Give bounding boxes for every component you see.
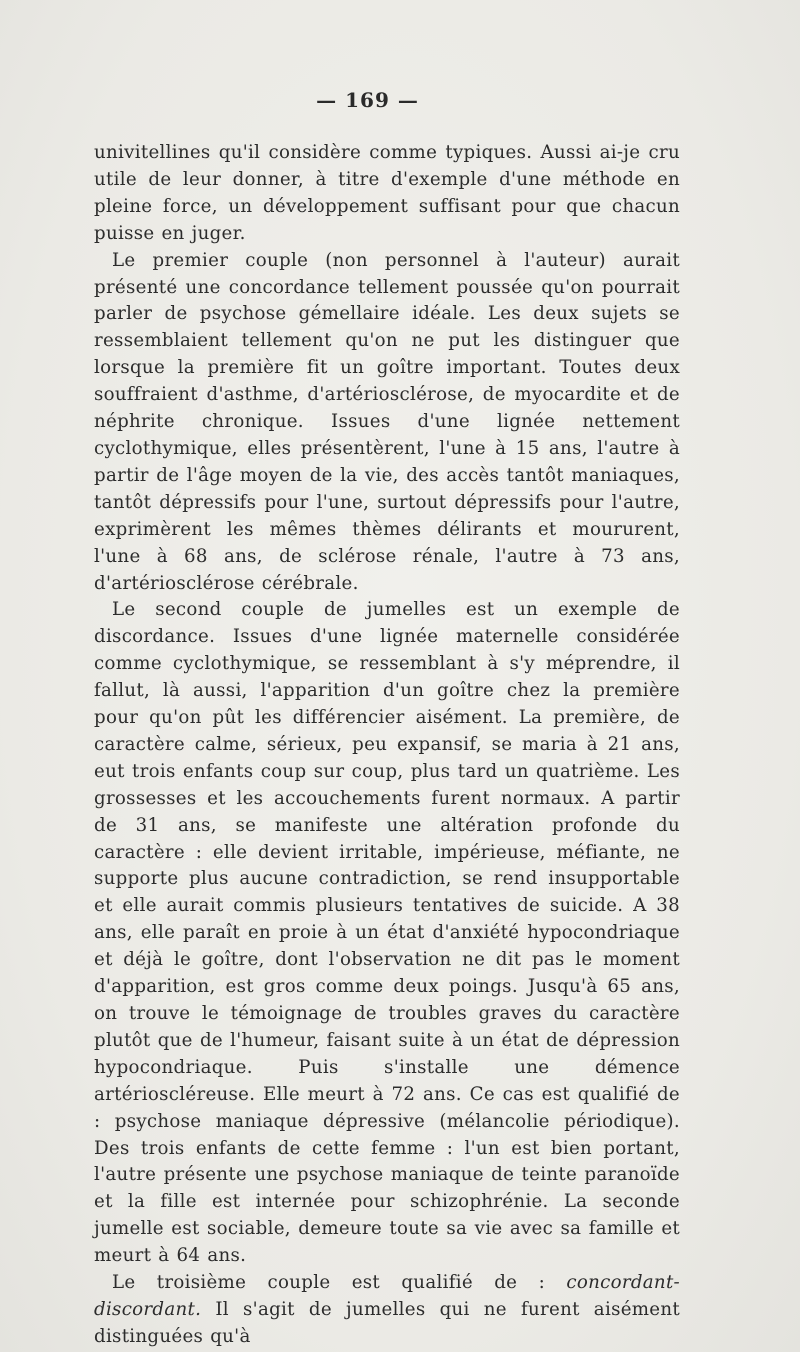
paragraph-2: Le premier couple (non personnel à l'auteur) aurait présenté une concordance tellement poussée qu'on pourrait parler de psychose gémellaire idéale. Les deux sujets se ressemblaient tellement qu'on ne put les distinguer que lorsque la première fit un goître important. Toutes deux souffraient d'asthme, d'artériosclérose, de myocardite et de néphrite chronique. Issues d'une lignée nettement cyclothymique, elles présentèrent, l'une à 15 ans, l'autre à partir de l'âge moyen de la vie, des accès tantôt maniaques, tantôt dépressifs pour l'une, surtout dépressifs pour l'autre, exprimèrent les mêmes thèmes délirants et moururent, l'une à 68 ans, de sclérose rénale, l'autre à 73 ans, d'artériosclérose cérébrale. <box>94 249 680 594</box>
body-text <box>94 140 680 1351</box>
paragraph-4-lead: Le troisième couple est qualifié de : <box>112 1272 567 1294</box>
paragraph-4 <box>94 1270 680 1351</box>
paragraph-4-tail: Il s'agit de jumelles qui ne furent aisément distinguées qu'à <box>94 1298 680 1347</box>
paragraph-1: univitellines qu'il considère comme typiques. Aussi ai-je cru utile de leur donner, à titre d'exemple d'une méthode en pleine force, un développement suffisant pour que chacun puisse en juger. <box>94 142 680 244</box>
paragraph-3: Le second couple de jumelles est un exemple de discordance. Issues d'une lignée maternelle considérée comme cyclothymique, se ressemblant à s'y méprendre, il fallut, là aussi, l'apparition d'un goître chez la première pour qu'on pût les différencier aisément. La première, de caractère calme, sérieux, peu expansif, se maria à 21 ans, eut trois enfants coup sur coup, plus tard un quatrième. Les grossesses et les accouchements furent normaux. A partir de 31 ans, se manifeste une altération profonde du caractère : elle devient irritable, impérieuse, méfiante, ne supporte plus aucune contradiction, se rend insupportable et elle aurait commis plusieurs tentatives de suicide. A 38 ans, elle paraît en proie à un état d'anxiété hypocondriaque et déjà le goître, dont l'observation ne dit pas le moment d'apparition, est gros comme deux poings. Jusqu'à 65 ans, on trouve le témoignage de troubles graves du caractère plutôt que de l'humeur, faisant suite à un état de dépression hypocondriaque. Puis s'installe une démence artérioscléreuse. Elle meurt à 72 ans. Ce cas est qualifié de : psychose maniaque dépressive (mélancolie périodique). Des trois enfants de cette femme : l'un est bien portant, l'autre présente une psychose maniaque de teinte paranoïde et la fille est internée pour schizophrénie. La seconde jumelle est sociable, demeure toute sa vie avec sa famille et meurt à 64 ans. <box>94 599 680 1267</box>
emphasis-term: concordant-discordant. <box>94 1272 680 1320</box>
page-number: — 169 — <box>316 88 419 112</box>
